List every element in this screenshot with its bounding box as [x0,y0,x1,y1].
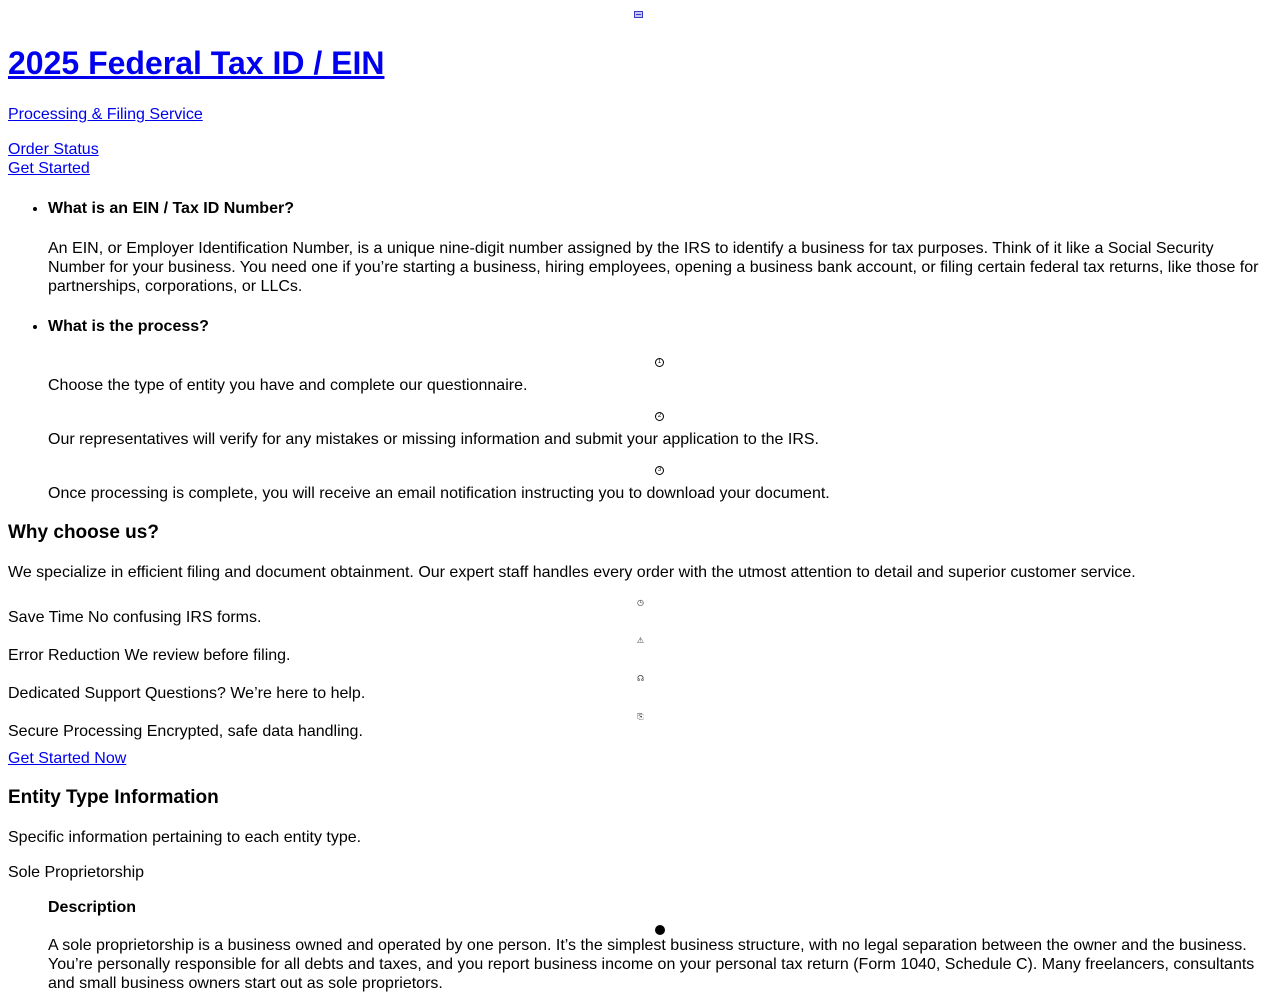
entity-detail-label: Description [48,899,137,916]
id-card-icon[interactable] [634,11,643,18]
benefit-desc: Questions? We’re here to help. [144,685,366,702]
benefit-text [8,608,261,627]
why-choose-us-heading: Why choose us? [8,522,159,543]
faq-question[interactable]: • What is an EIN / Tax ID Number? [48,200,294,217]
process-step-1 [48,348,1272,402]
header-nav [8,140,1272,178]
site-title [8,45,1272,82]
entity-type-heading: Entity Type Information [8,787,219,808]
step-number-2-icon: 2 [655,412,664,421]
process-step-3 [48,456,1272,510]
site-title-link[interactable]: 2025 Federal Tax ID / EIN [8,45,385,81]
step-text: Choose the type of entity you have and complete our questionnaire. [48,377,528,394]
step-text: Our representatives will verify for any mistakes or missing information and submit your application to the IRS. [48,431,819,448]
benefit-text [8,684,365,703]
benefit-title: Error Reduction [8,647,121,664]
step-text: Once processing is complete, you will receive an email notification instructing you to download your document. [48,485,830,502]
faq-list [8,199,1272,510]
faq-answer: An EIN, or Employer Identification Number, is a unique nine-digit number assigned by the IRS to identify a business for tax purposes. Think of it like a Social Security Number for your business. You need one if you’re starting a business, hiring employees, opening a business bank account, or filing certain federal tax returns, like those for partnerships, corporations, or LLCs. [48,240,1259,295]
get-started-link[interactable]: Get Started [8,160,90,177]
headset-icon: ☊ [636,674,645,683]
benefit-text [8,722,363,741]
faq-item-process [48,317,1272,510]
benefit-dedicated-support [8,673,1272,711]
logo-wrap [8,0,1272,32]
benefit-text [8,646,291,665]
get-started-now-link[interactable]: Get Started Now [8,750,127,767]
step-number-3-icon: 3 [655,466,664,475]
benefit-desc: No confusing IRS forms. [88,609,262,626]
benefit-title: Dedicated Support [8,685,141,702]
order-status-link[interactable]: Order Status [8,141,99,158]
benefit-desc: Encrypted, safe data handling. [146,723,363,740]
why-choose-us-description: We specialize in efficient filing and document obtainment. Our expert staff handles every order with the utmost attention to detail and superior customer service. [8,564,1136,581]
entity-detail-text: A sole proprietorship is a business owned and operated by one person. It’s the simplest business structure, with no legal separation between the owner and the business. You’re personally responsible for all debts and taxes, and you report business income on your personal tax return (Form 1040, Schedule C). Many freelancers, consultants and small business owners start out as sole proprietors. [48,937,1255,992]
process-steps [48,348,1272,510]
faq-question[interactable]: • What is the process? [48,318,209,335]
site-subtitle-link[interactable]: Processing & Filing Service [8,106,203,123]
entity-type-description: Specific information pertaining to each entity type. [8,829,362,846]
entity-tab-sole-proprietorship[interactable]: Sole Proprietorship [8,864,145,881]
faq-item-ein [48,199,1272,296]
step-number-1-icon: 1 [655,358,664,367]
benefit-title: Save Time [8,609,84,626]
benefit-desc: We review before filing. [124,647,291,664]
secure-document-icon: ⎘ [637,712,644,721]
clock-icon: ◷ [637,598,644,607]
benefit-secure-processing [8,711,1272,749]
benefit-save-time [8,597,1272,635]
process-step-2 [48,402,1272,456]
benefit-title: Secure Processing [8,723,143,740]
benefits-list [8,597,1272,749]
bullet-icon [655,925,665,935]
warning-icon: ⚠ [636,636,645,645]
benefit-error-reduction [8,635,1272,673]
entity-detail-panel [8,898,1272,993]
